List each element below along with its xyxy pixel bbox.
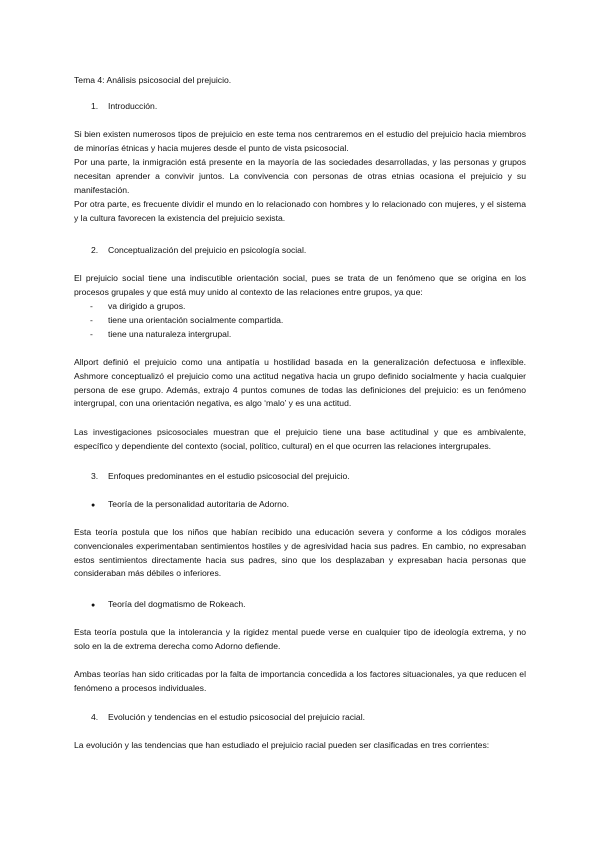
- intro-paragraph-1: Si bien existen numerosos tipos de prejuicio en este tema nos centraremos en el estudio del prejuicio hacia miembros de minorías étnicas y hacia mujeres desde el punto de vista psicosocial.: [74, 129, 526, 153]
- section-title: Evolución y tendencias en el estudio psicosocial del prejuicio racial.: [108, 712, 366, 722]
- bullet-icon: ●: [91, 502, 96, 509]
- section-number: 4.: [91, 712, 99, 722]
- concept-paragraph-2: Allport definió el prejuicio como una antipatía u hostilidad basada en la generalización defectuosa e inflexible. Ashmore conceptualizó el prejuicio como una actitud negativa hacia un grupo definido socialmente y hacia cualquier persona de ese grupo. Además, extrajo 4 puntos comunes de todas las definiciones del prejuicio: es un fenómeno intergrupal, con una orientación negativa, es algo ‘malo’ y es una actitud.: [74, 357, 526, 409]
- list-item-text: va dirigido a grupos.: [108, 301, 186, 311]
- dash-marker: -: [90, 301, 93, 311]
- section-heading-4: [91, 711, 365, 725]
- section-number: 3.: [91, 471, 99, 481]
- concept-paragraph-3: Las investigaciones psicosociales muestran que el prejuicio tiene una base actitudinal y que es ambivalente, específico y dependiente del contexto (social, político, cultural) en el que ocurren las relaciones intergrupales.: [74, 427, 526, 451]
- theory-heading-rokeach: [91, 598, 246, 613]
- dash-marker: -: [90, 329, 93, 339]
- theory-paragraph-rokeach: Esta teoría postula que la intolerancia y la rigidez mental puede verse en cualquier tipo de ideología extrema, y no solo en la de extrema derecha como Adorno defiende.: [74, 627, 526, 651]
- section-title: Conceptualización del prejuicio en psicología social.: [108, 245, 307, 255]
- list-item: [90, 328, 231, 342]
- section-heading-2: [91, 244, 306, 258]
- section-heading-1: [91, 100, 157, 114]
- section-title: Enfoques predominantes en el estudio psicosocial del prejuicio.: [108, 471, 350, 481]
- list-item-text: tiene una naturaleza intergrupal.: [108, 329, 232, 339]
- bullet-icon: ●: [91, 602, 96, 609]
- list-item: [90, 300, 185, 314]
- section-number: 2.: [91, 245, 99, 255]
- theory-paragraph-adorno: Esta teoría postula que los niños que habían recibido una educación severa y conforme a los códigos morales convencionales experimentaban sentimientos hostiles y de agresividad hacia sus padres. En cambio, no expresaban estos sentimientos directamente hacia sus padres, sino que los desplazaban y expresaban hacia personas que consideraban más débiles o inferiores.: [74, 527, 526, 579]
- concept-paragraph-1: El prejuicio social tiene una indiscutible orientación social, pues se trata de un fenómeno que se origina en los procesos grupales y que está muy unido al contexto de las relaciones entre grupos, ya que:: [74, 273, 526, 297]
- theory-title: Teoría de la personalidad autoritaria de Adorno.: [108, 499, 290, 509]
- intro-paragraph-3: Por otra parte, es frecuente dividir el mundo en lo relacionado con hombres y lo relacionado con mujeres, y el sistema y la cultura favorecen la existencia del prejuicio sexista.: [74, 199, 526, 223]
- section-heading-3: [91, 470, 350, 484]
- list-item: [90, 314, 283, 328]
- dash-marker: -: [90, 315, 93, 325]
- evolution-paragraph: La evolución y las tendencias que han estudiado el prejuicio racial pueden ser clasificadas en tres corrientes:: [74, 740, 490, 750]
- theory-heading-adorno: [91, 498, 289, 513]
- critique-paragraph: Ambas teorías han sido criticadas por la falta de importancia concedida a los factores situacionales, ya que reducen el fenómeno a procesos individuales.: [74, 669, 526, 693]
- list-item-text: tiene una orientación socialmente compartida.: [108, 315, 284, 325]
- section-number: 1.: [91, 101, 99, 111]
- section-title: Introducción.: [108, 101, 158, 111]
- intro-paragraph-2: Por una parte, la inmigración está presente en la mayoría de las sociedades desarrolladas, y las personas y grupos necesitan aprender a convivir juntos. La convivencia con personas de otras etnias ocasiona el prejuicio y su manifestación.: [74, 157, 526, 195]
- document-title: Tema 4: Análisis psicosocial del prejuicio.: [74, 75, 232, 85]
- theory-title: Teoría del dogmatismo de Rokeach.: [108, 599, 246, 609]
